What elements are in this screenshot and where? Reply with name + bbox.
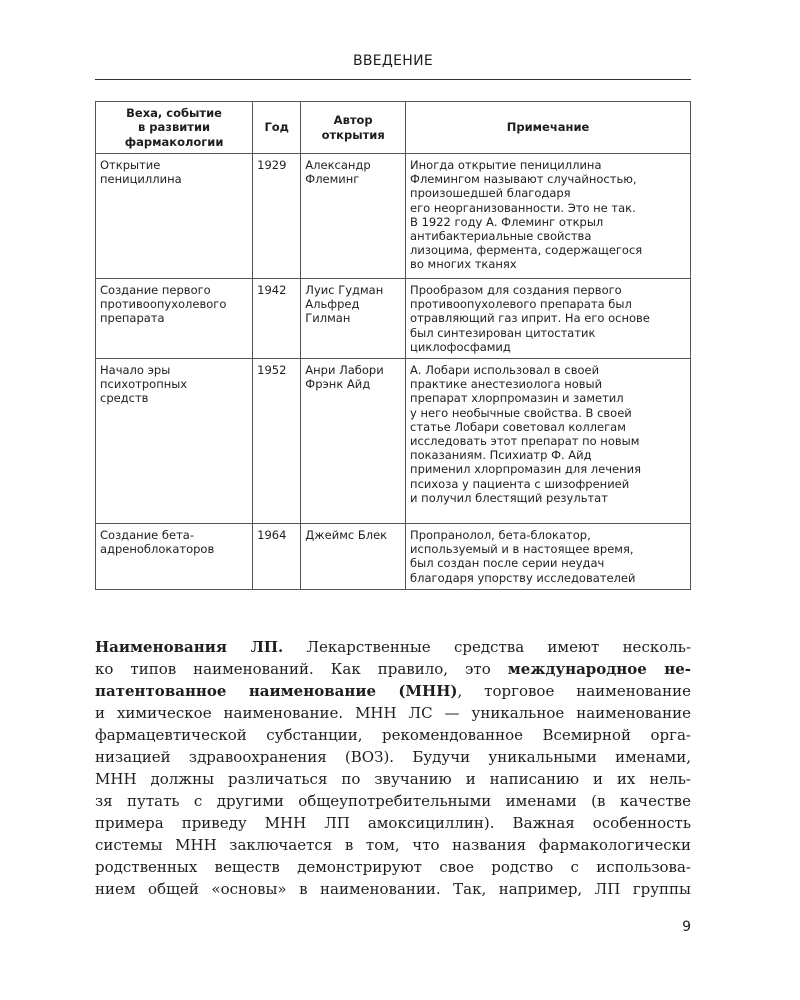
note-line: произошедшей благодаря [410, 186, 571, 201]
event-line: Открытие [100, 158, 161, 172]
note-line: лизоцима, фермента, содержащегося [410, 243, 643, 258]
note-line: благодаря упорству исследователей [410, 570, 636, 585]
event-line: пенициллина [100, 172, 182, 187]
paragraph-line [95, 680, 691, 702]
note-line: показаниям. Психиатр Ф. Айд [410, 448, 592, 463]
pharmacology-milestones-table [95, 101, 691, 590]
note-line: Пропранолол, бета-блокатор, [410, 528, 591, 543]
author-line: Александр [305, 158, 371, 172]
author-line: Анри Лабори [305, 363, 384, 378]
cell-event [96, 359, 253, 524]
header-event [96, 102, 253, 154]
cell-year: 1952 [253, 359, 301, 524]
author-line: Джеймс Блек [305, 528, 388, 543]
event-line: средств [100, 391, 149, 406]
author-line: Гилман [305, 311, 351, 326]
paragraph-line: зя путать с другими общеупотребительными именами (в качестве [95, 792, 691, 810]
event-line: Создание бета- [100, 528, 194, 543]
paragraph-line: низацией здравоохранения (ВОЗ). Будучи уникальными именами, [95, 748, 691, 766]
paragraph-line: и химическое наименование. МНН ЛС — уникальное наименование [95, 704, 691, 722]
paragraph-line: нием общей «основы» в наименовании. Так, например, ЛП группы [95, 880, 691, 898]
header-note: Примечание [406, 102, 691, 154]
body-paragraph [95, 636, 691, 900]
cell-author [301, 359, 406, 524]
author-line: Флеминг [305, 172, 360, 187]
cell-author [301, 279, 406, 359]
event-line: психотропных [100, 377, 188, 392]
text-run: Лекарственные средства имеют несколь- [283, 638, 692, 656]
author-line: Фрэнк Айд [305, 377, 371, 392]
header-event-line: в развитии [138, 120, 211, 135]
table-row [96, 279, 691, 359]
note-line: Иногда открытие пенициллина [410, 158, 602, 172]
note-line: отравляющий газ иприт. На его основе [410, 311, 650, 326]
note-line: Флемингом называют случайностью, [410, 172, 637, 187]
header-author [301, 102, 406, 154]
term-bold: международное не- [507, 660, 691, 678]
note-line: психоза у пациента с шизофренией [410, 476, 630, 491]
event-line: препарата [100, 311, 165, 326]
cell-year: 1942 [253, 279, 301, 359]
note-line: А. Лобари использовал в своей [410, 363, 600, 378]
cell-year: 1964 [253, 524, 301, 590]
table-row [96, 524, 691, 590]
paragraph-line: МНН должны различаться по звучанию и написанию и их нель- [95, 770, 691, 788]
text-run: , торговое наименование [457, 682, 691, 700]
note-line: у него необычные свойства. В своей [410, 405, 632, 420]
paragraph-line [95, 658, 691, 680]
event-line: Создание первого [100, 283, 211, 297]
event-line: противоопухолевого [100, 297, 227, 312]
table-header-row [96, 102, 691, 154]
cell-note [406, 154, 691, 279]
note-line: и получил блестящий результат [410, 490, 608, 505]
cell-note [406, 279, 691, 359]
note-line: был создан после серии неудач [410, 556, 605, 571]
note-line: препарат хлорпромазин и заметил [410, 391, 624, 406]
cell-event [96, 279, 253, 359]
author-line: Альфред [305, 297, 360, 312]
cell-author [301, 524, 406, 590]
note-line: практике анестезиолога новый [410, 377, 603, 392]
section-run-in-heading: Наименования ЛП. [95, 638, 284, 656]
header-event-line: фармакологии [124, 134, 224, 149]
cell-author [301, 154, 406, 279]
note-line: статье Лобари советовал коллегам [410, 419, 626, 434]
header-author-line: открытия [321, 127, 385, 142]
event-line: Начало эры [100, 363, 171, 378]
paragraph-line: родственных веществ демонстрируют свое родство с использова- [95, 858, 691, 876]
note-line: Прообразом для создания первого [410, 283, 622, 297]
header-author-line: Автор [333, 113, 373, 128]
note-line: антибактериальные свойства [410, 229, 592, 244]
note-line: В 1922 году А. Флеминг открыл [410, 214, 604, 229]
page-number: 9 [682, 919, 691, 935]
table-row [96, 154, 691, 279]
term-bold: патентованное наименование (МНН) [95, 682, 458, 700]
note-line: используемый и в настоящее время, [410, 542, 634, 557]
event-line: адреноблокаторов [100, 542, 215, 557]
header-rule [95, 79, 691, 80]
table-row [96, 359, 691, 524]
cell-event [96, 524, 253, 590]
note-line: его неорганизованности. Это не так. [410, 200, 636, 215]
header-event-line: Веха, событие [126, 106, 222, 121]
paragraph-line: системы МНН заключается в том, что названия фармакологически [95, 836, 691, 854]
note-line: противоопухолевого препарата был [410, 297, 632, 312]
cell-year: 1929 [253, 154, 301, 279]
note-line: во многих тканях [410, 257, 517, 272]
header-year: Год [253, 102, 301, 154]
cell-note [406, 524, 691, 590]
paragraph-line: примера приведу МНН ЛП амоксициллин). Важная особенность [95, 814, 691, 832]
cell-event [96, 154, 253, 279]
note-line: применил хлорпромазин для лечения [410, 462, 642, 477]
note-line: циклофосфамид [410, 339, 511, 354]
paragraph-line [95, 636, 691, 658]
cell-note [406, 359, 691, 524]
paragraph-line: фармацевтической субстанции, рекомендованное Всемирной орга- [95, 726, 691, 744]
running-head-title: ВВЕДЕНИЕ [352, 53, 434, 69]
note-line: был синтезирован цитостатик [410, 325, 596, 340]
text-run: ко типов наименований. Как правило, это [95, 660, 508, 678]
author-line: Луис Гудман [305, 283, 384, 297]
note-line: исследовать этот препарат по новым [410, 434, 640, 449]
